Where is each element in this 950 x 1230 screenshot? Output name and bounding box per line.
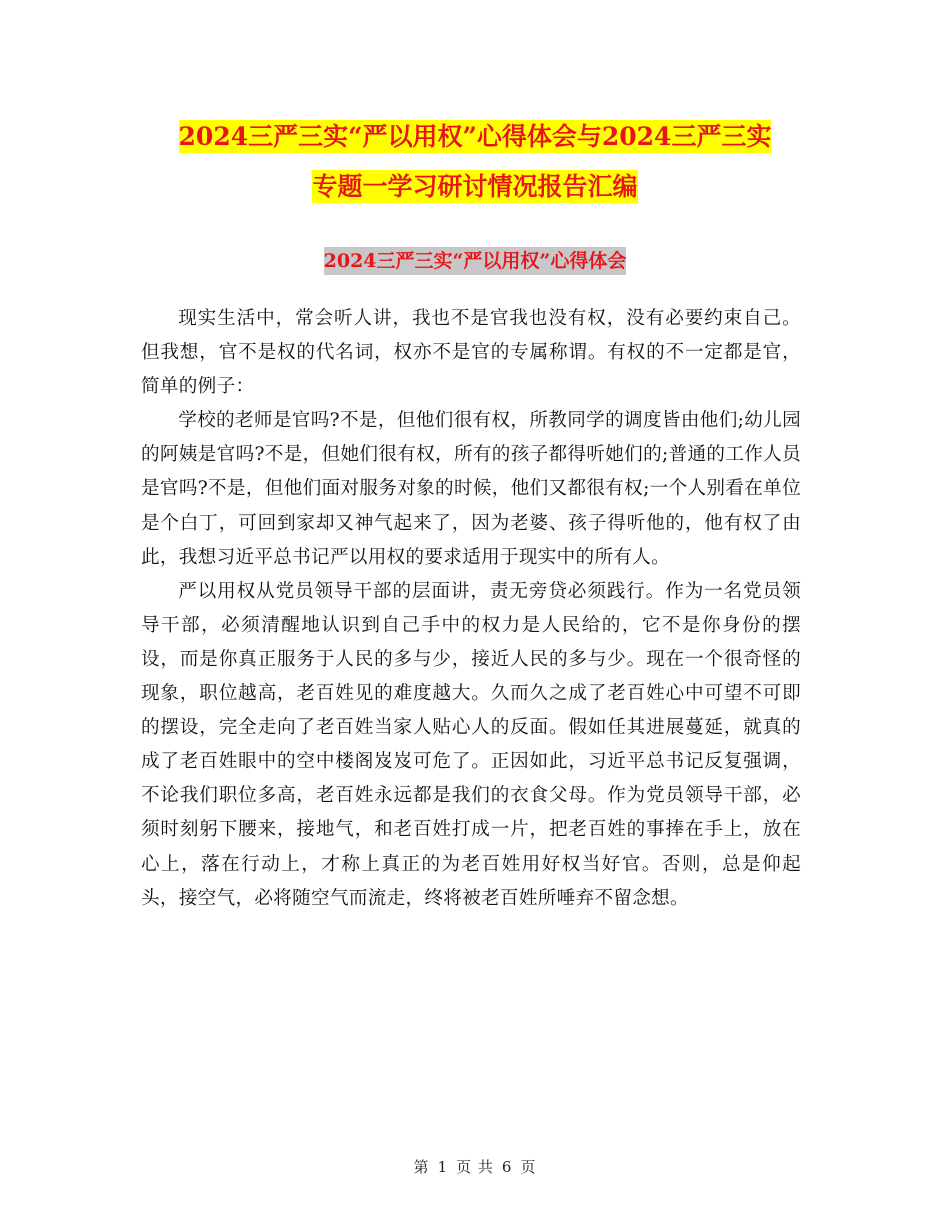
page-footer (0, 1156, 950, 1177)
section-title (120, 244, 830, 278)
footer-prefix: 第 (413, 1158, 430, 1176)
document-body (141, 302, 801, 916)
section-title-text: 2024三严三实“严以用权”心得体会 (324, 247, 627, 275)
paragraph-3: 严以用权从党员领导干部的层面讲，责无旁贷必须践行。作为一名党员领导干部，必须清醒地认识到自己手中的权力是人民给的，它不是你身份的摆设，而是你真正服务于人民的多与少，接近人民的多与少。现在一个很奇怪的现象，职位越高，老百姓见的难度越大。久而久之成了老百姓心中可望不可即的摆设，完全走向了老百姓当家人贴心人的反面。假如任其进展蔓延，就真的成了老百姓眼中的空中楼阁岌岌可危了。正因如此，习近平总书记反复强调，不论我们职位多高，老百姓永远都是我们的衣食父母。作为党员领导干部，必须时刻躬下腰来，接地气，和老百姓打成一片，把老百姓的事捧在手上，放在心上，落在行动上，才称上真正的为老百姓用好权当好官。否则，总是仰起头，接空气，必将随空气而流走，终将被老百姓所唾弃不留念想。 (141, 580, 801, 909)
footer-suffix: 页 (520, 1158, 537, 1176)
footer-page-number: 1 (437, 1158, 449, 1176)
footer-mid: 页 共 (456, 1158, 494, 1176)
paragraph-1: 现实生活中，常会听人讲，我也不是官我也没有权，没有必要约束自己。但我想，官不是权的代名词，权亦不是官的专属称谓。有权的不一定都是官，简单的例子： (141, 308, 801, 398)
footer-total-pages: 6 (501, 1158, 513, 1176)
document-title-line-2: 专题一学习研讨情况报告汇编 (312, 172, 638, 201)
paragraph-2: 学校的老师是官吗?不是，但他们很有权，所教同学的调度皆由他们;幼儿园的阿姨是官吗?不是，但她们很有权，所有的孩子都得听她们的;普通的工作人员是官吗?不是，但他们面对服务对象的时候，他们又都很有权;一个人别看在单位是个白丁，可回到家却又神气起来了，因为老婆、孩子得听他的，他有权了由此，我想习近平总书记严以用权的要求适用于现实中的所有人。 (141, 410, 801, 568)
document-title-line-1: 2024三严三实“严以用权”心得体会与2024三严三实 (178, 122, 772, 151)
document-title (120, 112, 830, 212)
